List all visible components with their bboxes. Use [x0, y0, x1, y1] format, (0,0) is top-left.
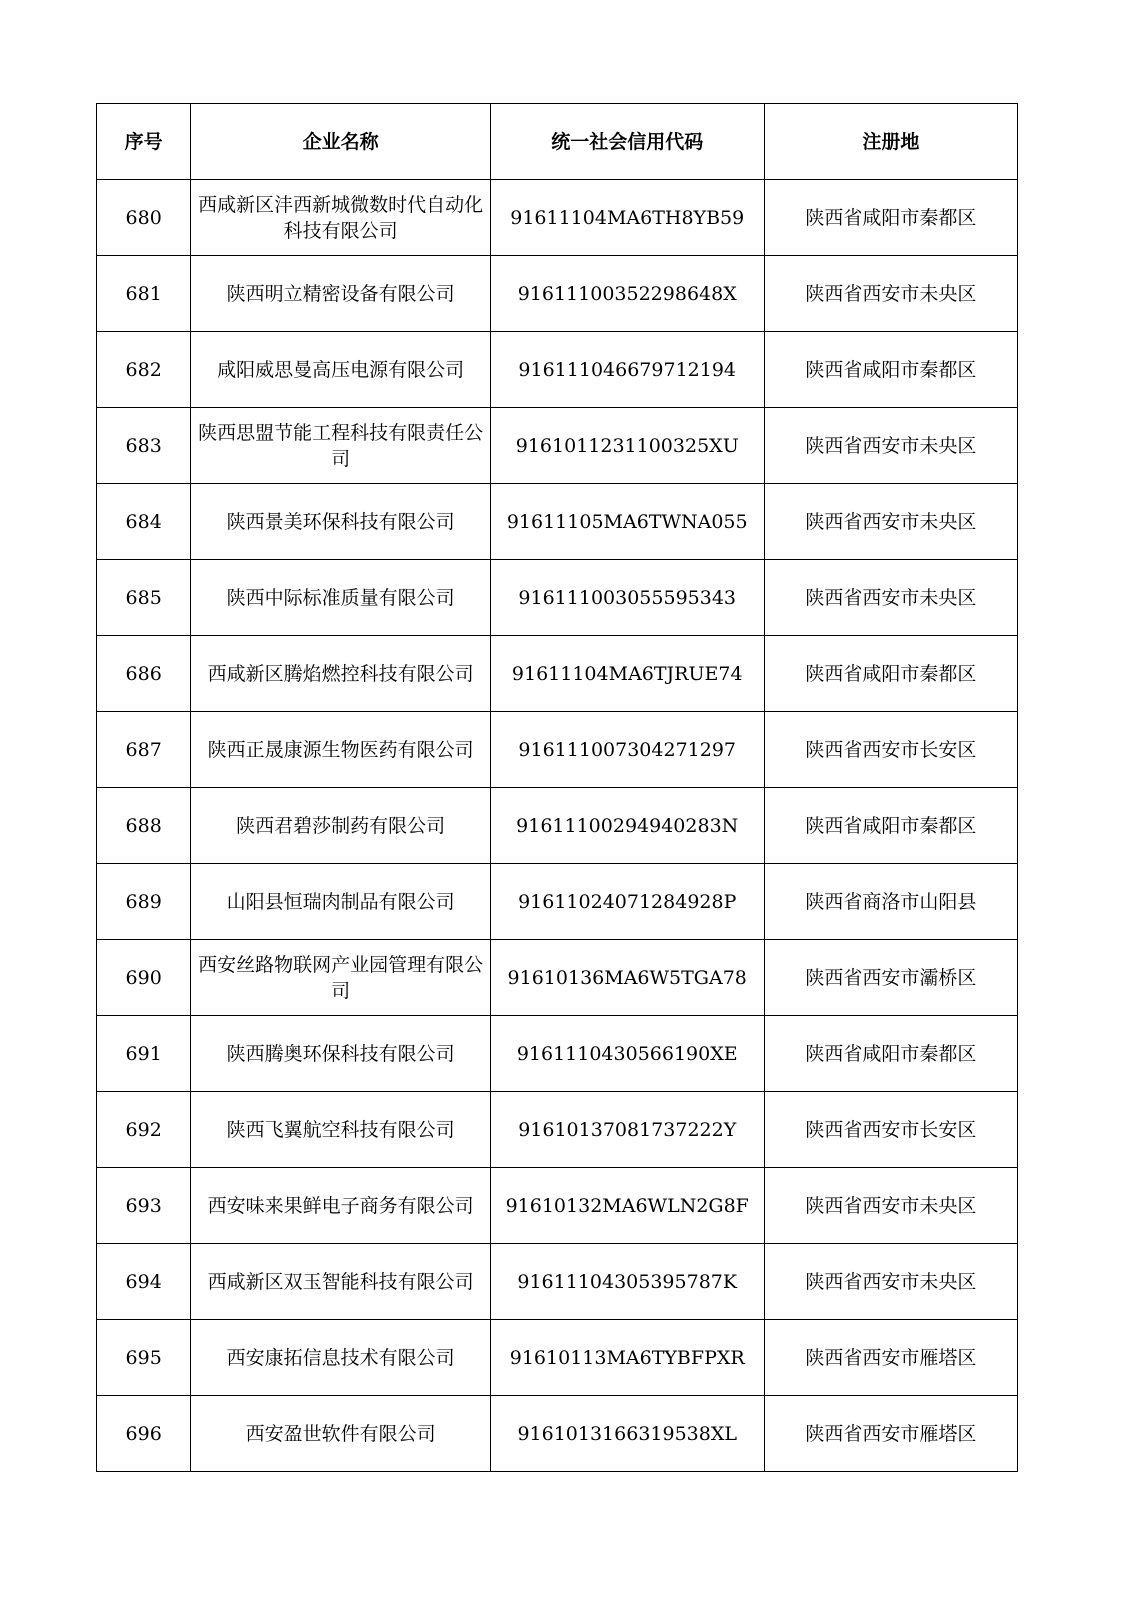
- registration-place: 陕西省西安市长安区: [764, 712, 1017, 788]
- registration-place: 陕西省咸阳市秦都区: [764, 788, 1017, 864]
- row-number: 692: [97, 1092, 191, 1168]
- credit-code: 91610132MA6WLN2G8F: [490, 1168, 764, 1244]
- enterprise-name-text: 西咸新区双玉智能科技有限公司: [207, 1270, 474, 1293]
- registration-place: 陕西省商洛市山阳县: [764, 864, 1017, 940]
- enterprise-name-text: 山阳县恒瑞肉制品有限公司: [226, 890, 455, 913]
- enterprise-name: [191, 1396, 490, 1472]
- table-header-row: [97, 104, 1018, 180]
- header-name: 企业名称: [191, 104, 490, 180]
- table-row: [97, 940, 1018, 1016]
- table-row: [97, 332, 1018, 408]
- enterprise-name: [191, 864, 490, 940]
- registration-place: 陕西省西安市未央区: [764, 256, 1017, 332]
- registration-place: 陕西省西安市未央区: [764, 484, 1017, 560]
- registration-place: 陕西省西安市雁塔区: [764, 1396, 1017, 1472]
- credit-code: 916111046679712194: [490, 332, 764, 408]
- row-number: 696: [97, 1396, 191, 1472]
- registration-place: 陕西省咸阳市秦都区: [764, 180, 1017, 256]
- credit-code: 91611100352298648X: [490, 256, 764, 332]
- table-row: [97, 256, 1018, 332]
- enterprise-table: [96, 103, 1018, 1472]
- credit-code: 91611104305395787K: [490, 1244, 764, 1320]
- table-row: [97, 1016, 1018, 1092]
- credit-code: 91611100294940283N: [490, 788, 764, 864]
- enterprise-name: [191, 484, 490, 560]
- row-number: 683: [97, 408, 191, 484]
- row-number: 680: [97, 180, 191, 256]
- registration-place: 陕西省西安市未央区: [764, 1244, 1017, 1320]
- enterprise-name: [191, 408, 490, 484]
- enterprise-name-text: 西安盈世软件有限公司: [245, 1422, 436, 1445]
- credit-code: 9161110430566190XE: [490, 1016, 764, 1092]
- enterprise-name: [191, 560, 490, 636]
- enterprise-name: [191, 1168, 490, 1244]
- registration-place: 陕西省西安市未央区: [764, 408, 1017, 484]
- row-number: 681: [97, 256, 191, 332]
- enterprise-name-text: 陕西思盟节能工程科技有限责任公司: [198, 421, 484, 470]
- table-row: [97, 180, 1018, 256]
- row-number: 682: [97, 332, 191, 408]
- table-row: [97, 1092, 1018, 1168]
- enterprise-name: [191, 332, 490, 408]
- row-number: 684: [97, 484, 191, 560]
- table-row: [97, 864, 1018, 940]
- enterprise-name: [191, 1092, 490, 1168]
- row-number: 695: [97, 1320, 191, 1396]
- row-number: 685: [97, 560, 191, 636]
- enterprise-name: [191, 636, 490, 712]
- row-number: 693: [97, 1168, 191, 1244]
- table-row: [97, 408, 1018, 484]
- enterprise-name: [191, 712, 490, 788]
- row-number: 694: [97, 1244, 191, 1320]
- table-row: [97, 1244, 1018, 1320]
- registration-place: 陕西省西安市未央区: [764, 1168, 1017, 1244]
- credit-code: 9161013166319538XL: [490, 1396, 764, 1472]
- table-row: [97, 712, 1018, 788]
- enterprise-name: [191, 1016, 490, 1092]
- table-row: [97, 788, 1018, 864]
- enterprise-name-text: 西咸新区沣西新城微数时代自动化科技有限公司: [198, 193, 484, 242]
- enterprise-name-text: 陕西正晟康源生物医药有限公司: [207, 738, 474, 761]
- credit-code: 91610137081737222Y: [490, 1092, 764, 1168]
- registration-place: 陕西省咸阳市秦都区: [764, 1016, 1017, 1092]
- credit-code: 91611105MA6TWNA055: [490, 484, 764, 560]
- credit-code: 9161011231100325XU: [490, 408, 764, 484]
- table-row: [97, 1168, 1018, 1244]
- row-number: 688: [97, 788, 191, 864]
- enterprise-name-text: 西安康拓信息技术有限公司: [226, 1346, 455, 1369]
- credit-code: 91610113MA6TYBFPXR: [490, 1320, 764, 1396]
- registration-place: 陕西省咸阳市秦都区: [764, 332, 1017, 408]
- enterprise-name-text: 陕西明立精密设备有限公司: [226, 282, 455, 305]
- enterprise-name-text: 陕西景美环保科技有限公司: [226, 510, 455, 533]
- registration-place: 陕西省咸阳市秦都区: [764, 636, 1017, 712]
- enterprise-name-text: 西安味来果鲜电子商务有限公司: [207, 1194, 474, 1217]
- registration-place: 陕西省西安市雁塔区: [764, 1320, 1017, 1396]
- enterprise-name: [191, 180, 490, 256]
- enterprise-name-text: 西咸新区腾焰燃控科技有限公司: [207, 662, 474, 685]
- enterprise-name-text: 西安丝路物联网产业园管理有限公司: [198, 953, 484, 1002]
- row-number: 690: [97, 940, 191, 1016]
- table-row: [97, 636, 1018, 712]
- row-number: 686: [97, 636, 191, 712]
- enterprise-name: [191, 256, 490, 332]
- enterprise-name-text: 陕西腾奥环保科技有限公司: [226, 1042, 455, 1065]
- enterprise-name-text: 陕西飞翼航空科技有限公司: [226, 1118, 455, 1141]
- enterprise-name: [191, 940, 490, 1016]
- enterprise-name-text: 陕西中际标准质量有限公司: [226, 586, 455, 609]
- credit-code: 91611104MA6TH8YB59: [490, 180, 764, 256]
- table-body: [97, 180, 1018, 1472]
- header-code: 统一社会信用代码: [490, 104, 764, 180]
- registration-place: 陕西省西安市灞桥区: [764, 940, 1017, 1016]
- registration-place: 陕西省西安市长安区: [764, 1092, 1017, 1168]
- table-row: [97, 560, 1018, 636]
- credit-code: 916111003055595343: [490, 560, 764, 636]
- registration-place: 陕西省西安市未央区: [764, 560, 1017, 636]
- table-row: [97, 1320, 1018, 1396]
- header-place: 注册地: [764, 104, 1017, 180]
- enterprise-name: [191, 1244, 490, 1320]
- enterprise-name-text: 咸阳威思曼高压电源有限公司: [217, 358, 465, 381]
- credit-code: 91611104MA6TJRUE74: [490, 636, 764, 712]
- row-number: 689: [97, 864, 191, 940]
- table-row: [97, 1396, 1018, 1472]
- enterprise-name-text: 陕西君碧莎制药有限公司: [236, 814, 446, 837]
- row-number: 687: [97, 712, 191, 788]
- credit-code: 91611024071284928P: [490, 864, 764, 940]
- enterprise-name: [191, 788, 490, 864]
- credit-code: 91610136MA6W5TGA78: [490, 940, 764, 1016]
- credit-code: 916111007304271297: [490, 712, 764, 788]
- row-number: 691: [97, 1016, 191, 1092]
- header-no: 序号: [97, 104, 191, 180]
- enterprise-name: [191, 1320, 490, 1396]
- table-row: [97, 484, 1018, 560]
